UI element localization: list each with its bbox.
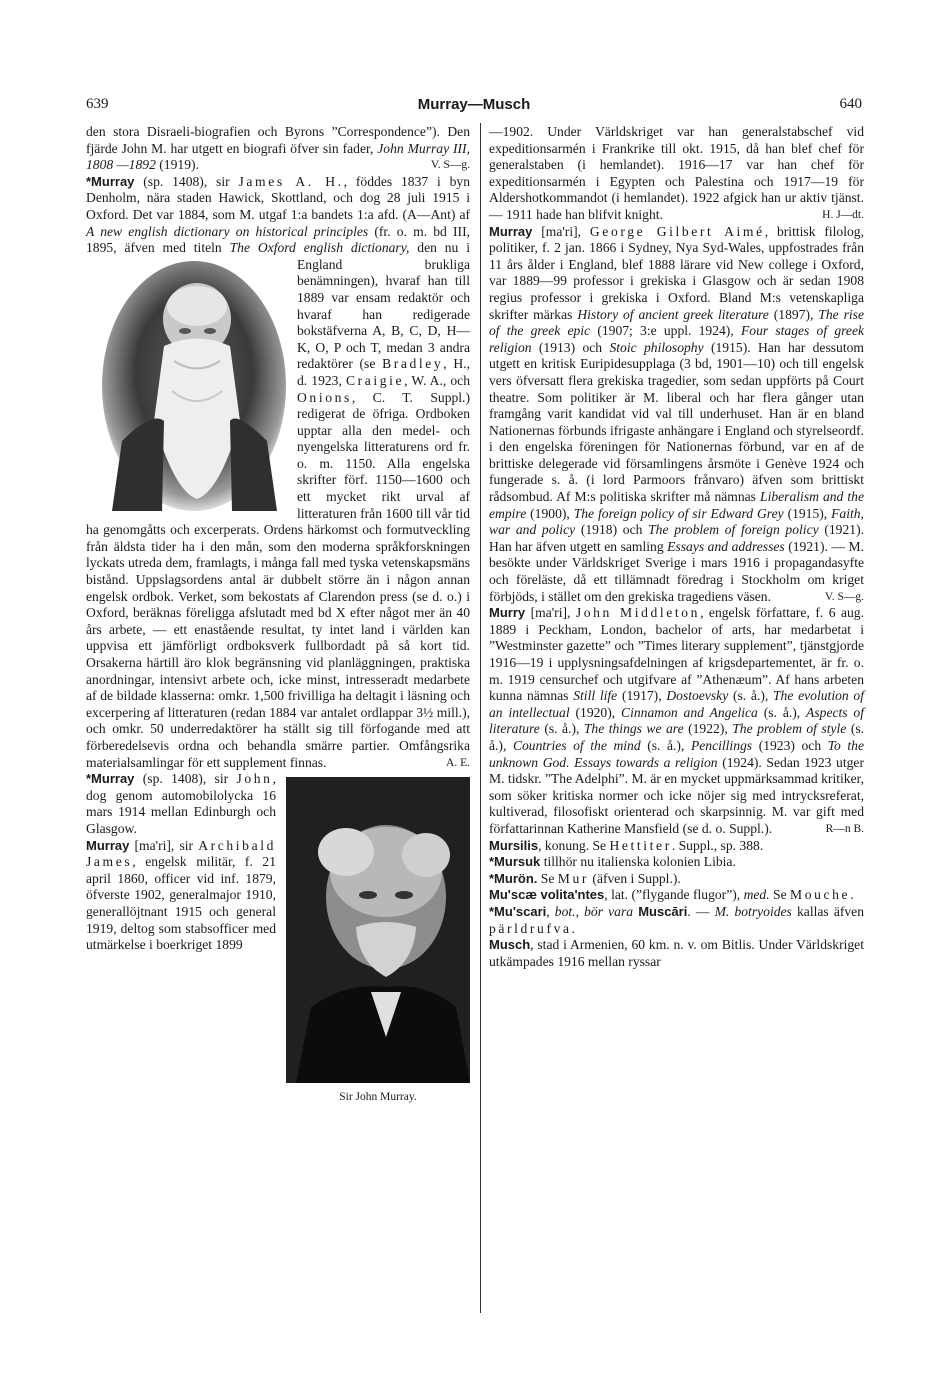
cross-reference[interactable]: pärldrufva [489, 920, 572, 936]
running-title: Murray—Musch [417, 96, 531, 113]
cross-reference[interactable]: Mouche [790, 887, 851, 903]
entry-headword: Murray [489, 223, 533, 239]
entry-musch: Musch, stad i Armenien, 60 km. n. v. om Bitlis. Under Världskriget utkämpades 1916 mellan ryssar [489, 937, 864, 969]
left-column [86, 124, 470, 1111]
cross-reference[interactable]: Onions [297, 389, 352, 405]
figure-john-murray [286, 777, 470, 1107]
cross-reference[interactable]: Hettiter [609, 837, 672, 853]
entry-headword: *Mursuk [489, 854, 541, 870]
page-number-left: 639 [86, 96, 109, 112]
portrait-james-murray [102, 261, 287, 511]
page-number-right: 640 [839, 96, 862, 112]
entry-murray-john: *Murray (sp. 1408), sir John, dog genom automobilolycka 16 mars 1914 mellan Edinburgh och Glasgow. [86, 771, 276, 836]
entry-headword: Mu'scæ volita'ntes [489, 887, 605, 903]
entry-murry-john: Murry [ma'ri], John Middleton, engelsk författare, f. 6 aug. 1889 i Peckham, London, bachelor of arts, har medarbetat i ”Westminster gazette” och ”Times literary supplement”, tjänstgjorde 1916—19 i upplysningsafdelningen af krigsdepartementet, är fr. o. m. 1919 censurchef och utgifvare af ”Athenæum”. Af hans arbeten kunna nämnas Still life (1917), Dostoevsky (s. å.), The evolution of an intellectual (1920), Cinnamon and Angelica (s. å.), Aspects of literature (s. å.), The things we are (1922), The problem of style (s. å.), Countries of the mind (s. å.), Pencillings (1923) och To the unknown God. Essays towards a religion (1924). Sedan 1923 utger M. tidskr. ”The Adelphi”. M. är en mycket uppmärksammad kritiker, som söker kritiska normer och icke nöjer sig med intrycksreferat, kultiverad, filosofiskt orienterad och skarpsinnig. M. var gift med författarinnan Katherine Mansfield (se d. o. Suppl.). R—n B. [489, 605, 865, 836]
author-signature: A. E. [446, 756, 470, 769]
cross-reference[interactable]: Craigie [345, 372, 405, 388]
cross-reference[interactable]: Mur [557, 870, 590, 886]
entry-murray-james: *Murray (sp. 1408), sir James A. H., föddes 1837 i byn Denholm, nära staden Hawick, Skottland, och dog 28 juli 1915 i Oxford. Det var 1884, som M. utgaf 1:a bandets 1:a afd. (A—Ant) af A new english dictionary on historical principles (fr. o. m. bd III, 1895, äfven med titeln The Oxford english dictionary, den nu i England brukliga benämningen), hvaraf han till 1889 var ensam redaktör och hvaraf han redigerade bokstäfverna A, B, C, D, H—K, O, P och T, medan 3 andra redaktörer (se Bradley, H., d. 1923, Craigie, W. A., och Onions, C. T. Suppl.) redigerat de öfriga. Ordboken upptar alla den medel- och nyengelska litteraturens ord fr. o. m. 1150. Alla engelska skrifter förf. 1150—1600 och ett mycket rikt urval af litteraturen från 1600 till vår tid ha genomgåtts och excerperats. Ordens härkomst och formutveckling från äldsta tider ha i den mån, som den moderna språkforskningen lyckats utreda dem, framlagts, i många fall med tyska vetenskapsmäns bistånd. Uppslagsordens antal är dubbelt större än i någon annan engelsk ordbok. Verket, som bekostats af Clarendon press (se d. o.) i Oxford, beräknas föreligga afslutadt med bd X efter något mer än 40 års arbete, — ett enastående resultat, ty intet land i världen kan uppvisa ett jämförligt ordboksverk fullbordadt på så kort tid. Orsakerna härtill äro klok begränsning vid planläggningen, praktiska anordningar, intensivt arbete och, icke minst, intresseradt medarbete af de bildade klasserna: omkr. 1,500 frivilliga ha deltagit i läsning och excerpering af litteraturen (redan 1884 var antalet ordlappar 3½ mill.), och omkr. 50 underredaktörer ha ställt sig till förfogande med att förberedelsevis ordna och behandla smärre partier. Omfångsrika materialsamlingar för ett supplement finnas. A. E. [86, 173, 470, 770]
author-signature: V. S—g. [430, 159, 470, 172]
cross-reference[interactable]: Bradley [382, 356, 444, 372]
portrait-john-murray [286, 777, 470, 1083]
author-signature: R—n B. [825, 822, 864, 835]
entry-murray-archibald: Murray [ma'ri], sir Archibald James, engelsk militär, f. 21 april 1860, officer vid inf. 1879, öfverste 1902, generalmajor 1910, generallöjtnant 1915 och general 1919, deltog som stabsofficer med utmärkelse i boerkriget 1899 [86, 837, 276, 953]
entry-continuation: —1902. Under Världskriget var han generalstabschef vid expeditionsarmén i Frankrike till okt. 1915, då han blef chef för generalstaben (i hemlandet). 1916—17 var han chef för expeditionsarmén i Egypten och Palestina och 1917—19 för Aldershotkommandot (i hemlandet). 1922 afgick han ur aktiv tjänst. — 1911 hade han blifvit knight. H. J—dt. [489, 124, 864, 222]
author-signature: V. S—g. [824, 590, 864, 603]
entry-headword: Murry [489, 605, 526, 621]
entry-headword: Murray [86, 837, 130, 853]
figure-caption: Sir John Murray. [339, 1091, 417, 1104]
entry-mursilis: Mursilis, konung. Se Hettiter. Suppl., sp. 388. [489, 837, 764, 853]
page-header [86, 96, 862, 118]
entry-murray-george: Murray [ma'ri], George Gilbert Aimé, brittisk filolog, politiker, f. 2 jan. 1866 i Sydney, Nya Syd-Wales, uppfostrades från 11 års ålder i England, blef 1888 lärare vid New college i Oxford, var 1889—99 professor i grekiska i Glasgow och är sedan 1908 regius professor i grekiska i Oxford. Bland M:s vetenskapliga skrifter märkas History of ancient greek literature (1897), The rise of the greek epic (1907; 3:e uppl. 1924), Four stages of greek religion (1913) och Stoic philosophy (1915). Han har dessutom utgett en kritisk Euripidesupplaga (3 bd, 1901—10) och till engelsk vers öfversatt flera grekiska tragedier, som sedan uppförts på Court theatre. Som politiker är M. liberal och har flera gånger utan framgång varit kandidat vid val till underhuset. Han är en bland Nationernas förbunds ifrigaste anhängare i England och styrelseordf. i den engelska föreningen för Nationernas förbund, var en af de brittiske delegerade vid församlingens årsmöte i Genève 1924 och fungerade s. å. (i lord Parmoors frånvaro) äfven som brittiskt rådsombud. Af M:s politiska skrifter må nämnas Liberalism and the empire (1900), The foreign policy of sir Edward Grey (1915), Faith, war and policy (1918) och The problem of foreign policy (1921). Han har äfven utgett en samling Essays and addresses (1921). — M. besökte under Världskriget Sverige i mars 1916 i propagandasyfte och föreläste, då ett tillämnadt föredrag i Stockholm om kriget förbjöds, i stället om den grekiska tragediens väsen. V. S—g. [489, 223, 865, 604]
entry-headword: *Murray [86, 771, 135, 787]
right-column [489, 124, 864, 970]
entry-continuation: den stora Disraeli-biografien och Byrons ”Correspondence”). Den fjärde John M. har utgett en biografi öfver sin fader, John Murray III, 1808 —1892 (1919). V. S—g. [86, 124, 470, 173]
entry-headword: *Mu'scari [489, 903, 547, 919]
entry-mursuk: *Mursuk tillhör nu italienska kolonien Libia. [489, 854, 736, 870]
entry-headword: *Murön. [489, 870, 538, 886]
entry-muron: *Murön. Se Mur (äfven i Suppl.). [489, 870, 681, 886]
entry-headword: Mursilis [489, 837, 539, 853]
author-signature: H. J—dt. [822, 208, 864, 221]
entry-headword: *Murray [86, 173, 135, 189]
entry-muscari: *Mu'scari, bot., bör vara Muscāri. — M. botryoides kallas äfven pärldrufva. [489, 903, 865, 936]
entry-headword: Musch [489, 937, 531, 953]
entry-muscae-volitantes: Mu'scæ volita'ntes, lat. (”flygande flugor”), med. Se Mouche. [489, 887, 854, 903]
column-divider [480, 123, 481, 1313]
